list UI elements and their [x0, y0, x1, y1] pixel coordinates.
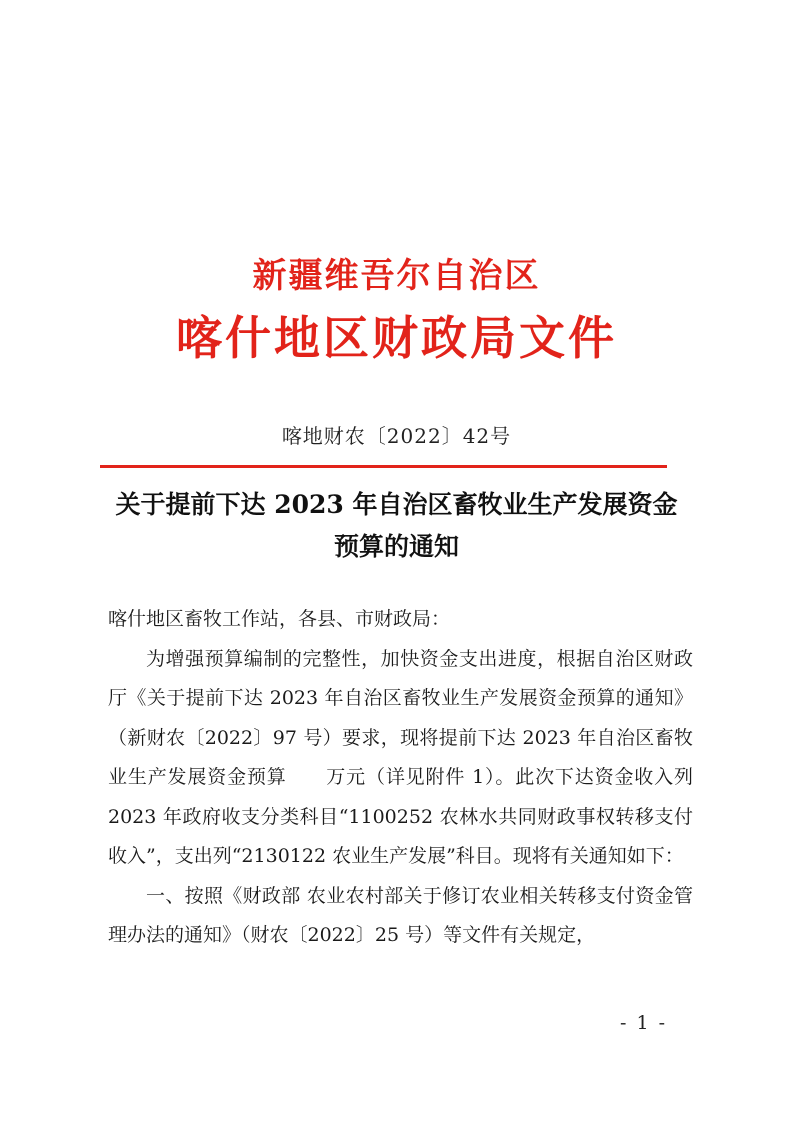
document-number: 喀地财农〔2022〕42号 [281, 424, 512, 448]
title-line-1: 关于提前下达 2023 年自治区畜牧业生产发展资金 [115, 490, 678, 519]
document-title [90, 484, 703, 568]
paragraph-1: 为增强预算编制的完整性，加快资金支出进度，根据自治区财政厅《关于提前下达 2023 年自治区畜牧业生产发展资金预算的通知》（新财农〔2022〕97 号）要求，现将提前下达 2023 年自治区畜牧业生产发展资金预算 万元（详见附件 1）。此次下达资金收入列 2023 年政府收支分类科目“1100252 农林水共同财政事权转移支付收入”，支出列“2130122 农业生产发展”科目。现将有关通知如下： [108, 647, 693, 867]
title-line-2: 预算的通知 [333, 532, 459, 561]
salutation: 喀什地区畜牧工作站，各县、市财政局： [108, 608, 451, 630]
paragraph-2: 一、按照《财政部 农业农村部关于修订农业相关转移支付资金管理办法的通知》（财农〔2022〕25 号）等文件有关规定， [108, 884, 693, 946]
red-divider [100, 465, 667, 468]
document-body [108, 600, 693, 956]
page-number: - 1 - [620, 1012, 668, 1034]
issuer-title: 喀什地区财政局文件 [176, 311, 617, 365]
issuer-region: 新疆维吾尔自治区 [252, 256, 541, 296]
